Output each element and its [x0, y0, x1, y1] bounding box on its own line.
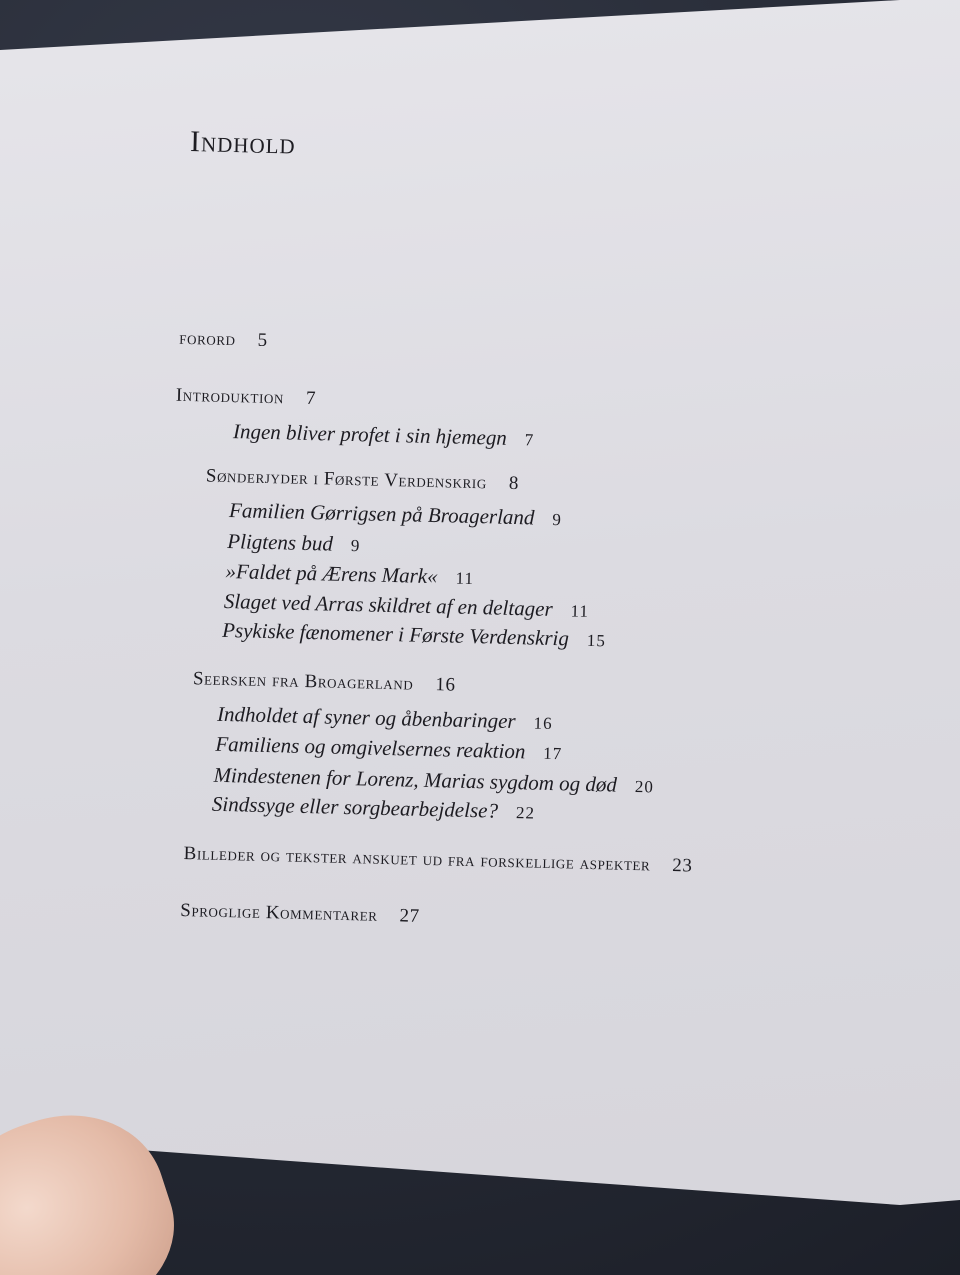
- toc-subentry: [222, 618, 606, 652]
- toc-entry-title: Mindestenen for Lorenz, Marias sygdom og død: [213, 762, 618, 797]
- toc-entry-title: Psykiske fænomener i Første Verdenskrig: [221, 617, 570, 651]
- toc-subentry: [215, 732, 563, 765]
- toc-entry-title: Pligtens bud: [227, 529, 334, 556]
- toc-entry: [206, 465, 520, 495]
- toc-subentry: [233, 419, 535, 451]
- toc-entry-page: 5: [257, 329, 268, 351]
- toc-entry-title: Sindssyge eller sorgbearbejdelse?: [211, 791, 499, 823]
- page-title: Indhold: [189, 125, 297, 161]
- toc-entry-title: Sønderjyder i Første Verdenskrig: [205, 465, 488, 494]
- toc-entry-page: 11: [455, 568, 475, 589]
- toc-entry-title: Familien Gørrigsen på Broagerland: [228, 498, 535, 530]
- toc-entry-title: Indholdet af syner og åbenbaringer: [216, 701, 516, 734]
- toc-entry-page: 15: [586, 630, 607, 651]
- toc-entry-page: 11: [570, 601, 590, 621]
- toc-entry-page: 9: [350, 536, 361, 556]
- toc-entry-page: 22: [515, 803, 536, 823]
- toc-entry-title: forord: [179, 327, 236, 351]
- toc-entry: [176, 385, 317, 410]
- toc-entry-page: 16: [435, 674, 456, 696]
- toc-entry-page: 27: [399, 905, 421, 927]
- toc-entry: [183, 843, 692, 877]
- toc-subentry: [227, 529, 361, 557]
- toc-entry-page: 7: [524, 430, 535, 450]
- toc-entry-page: 16: [533, 713, 553, 734]
- toc-entry-page: 23: [672, 855, 693, 877]
- toc-entry-title: Slaget ved Arras skildret af en deltager: [223, 588, 554, 621]
- toc-subentry: [212, 792, 536, 825]
- toc-entry: [193, 668, 456, 696]
- toc-entry-page: 20: [634, 777, 655, 797]
- toc-entry-title: Seersken fra Broagerland: [192, 668, 414, 695]
- toc-subentry: [217, 702, 553, 735]
- toc-entry-page: 17: [543, 743, 563, 764]
- toc-subentry: [225, 559, 474, 590]
- toc-entry: [180, 900, 420, 928]
- toc-entry-title: Billeder og tekster anskuet ud fra forskellige aspekter: [183, 843, 651, 876]
- toc-entry-title: Ingen bliver profet i sin hjemegn: [232, 419, 508, 450]
- toc-entry-page: 8: [508, 472, 520, 495]
- toc-entry: [179, 328, 268, 352]
- toc-entry-page: 9: [552, 509, 563, 530]
- toc-entry-title: Sproglige Kommentarer: [180, 899, 378, 926]
- toc-subentry: [229, 498, 562, 531]
- toc-entry-title: »Faldet på Ærens Mark«: [225, 559, 438, 589]
- toc-entry-title: Familiens og omgivelsernes reaktion: [215, 731, 526, 764]
- toc-subentry: [224, 589, 590, 623]
- toc-entry-title: Introduktion: [175, 384, 285, 409]
- toc-entry-page: 7: [305, 387, 317, 410]
